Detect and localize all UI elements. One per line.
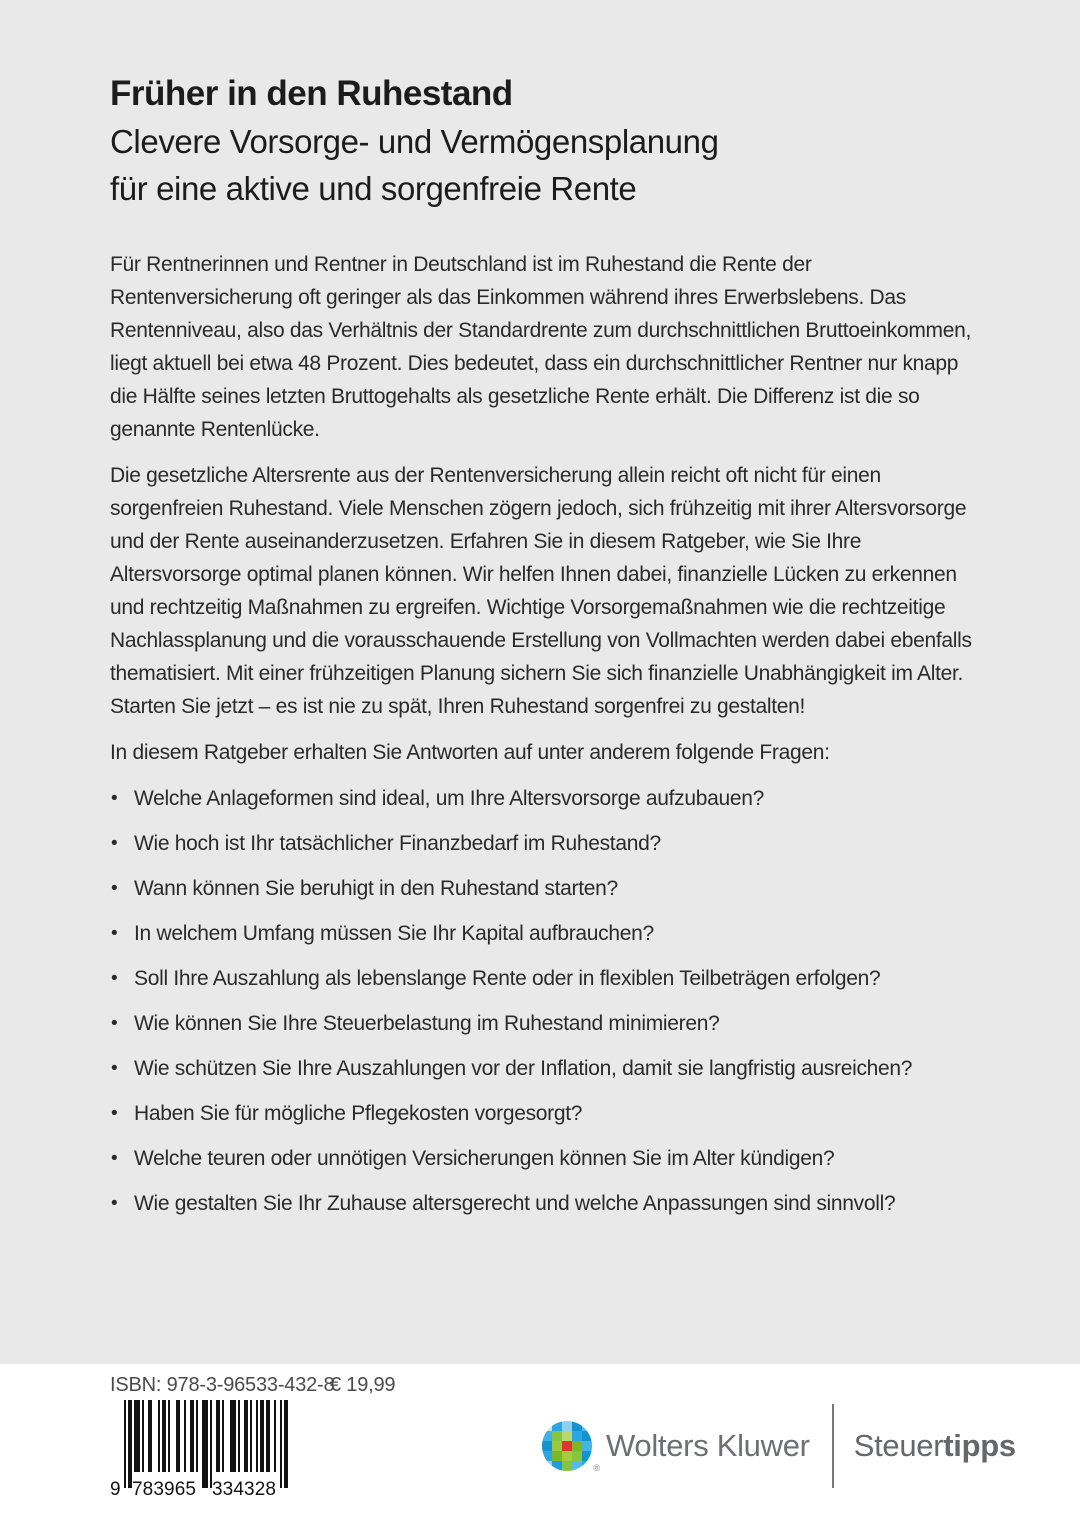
isbn-text: ISBN: 978-3-96533-432-8 [110,1374,335,1396]
list-item: • In welchem Umfang müssen Sie Ihr Kapital aufbrauchen? [110,917,978,950]
globe-mosaic [542,1421,592,1471]
logo-divider [832,1404,834,1488]
price-text: € 19,99 [330,1374,396,1396]
list-item: • Wie gestalten Sie Ihr Zuhause altersgerecht und welche Anpassungen sind sinnvoll? [110,1187,978,1220]
brand-regular-part: Steuer [853,1428,944,1463]
list-item: • Soll Ihre Auszahlung als lebenslange Rente oder in flexiblen Teilbeträgen erfolgen? [110,962,978,995]
list-item: • Wie hoch ist Ihr tatsächlicher Finanzbedarf im Ruhestand? [110,827,978,860]
publisher-logos [542,1400,1016,1492]
footer-band [0,1364,1080,1532]
subtitle-line-2: für eine aktive und sorgenfreie Rente [110,170,637,207]
list-item: • Wann können Sie beruhigt in den Ruhestand starten? [110,872,978,905]
questions-list [110,782,978,1220]
blurb [110,248,978,769]
blurb-paragraph-2: Die gesetzliche Altersrente aus der Rentenversicherung allein reicht oft nicht für einen sorgenfreien Ruhestand. Viele Menschen zögern jedoch, sich frühzeitig mit ihrer Altersvorsorge und der Rente auseinanderzusetzen. Erfahren Sie in diesem Ratgeber, wie Sie Ihre Altersvorsorge optimal planen können. Wir helfen Ihnen dabei, finanzielle Lücken zu erkennen und rechtzeitig Maßnahmen zu ergreifen. Wichtige Vorsorgemaßnahmen wie die rechtzeitige Nachlassplanung und die vorausschauende Erstellung von Vollmachten werden dabei ebenfalls thematisiert. Mit einer frühzeitigen Planung sichern Sie sich finanzielle Unabhängigkeit im Alter. Starten Sie jetzt – es ist nie zu spät, Ihren Ruhestand sorgenfrei zu gestalten! [110,464,972,718]
barcode [108,1400,292,1498]
list-item: • Haben Sie für mögliche Pflegekosten vorgesorgt? [110,1097,978,1130]
svg-text:9: 9 [110,1479,121,1498]
book-title: Früher in den Ruhestand [110,74,513,113]
publisher-name: Wolters Kluwer [606,1428,810,1463]
wolters-kluwer-globe-icon [542,1421,600,1473]
brand-bold-part: tipps [943,1428,1016,1463]
list-item: • Welche Anlageformen sind ideal, um Ihre Altersvorsorge aufzubauen? [110,782,978,815]
registered-trademark-icon: ® [593,1463,600,1473]
svg-text:334328: 334328 [212,1479,276,1498]
svg-text:783965: 783965 [132,1479,196,1498]
subtitle-line-1: Clevere Vorsorge- und Vermögensplanung [110,123,719,160]
book-subtitle [110,118,978,212]
list-item: • Wie können Sie Ihre Steuerbelastung im Ruhestand minimieren? [110,1007,978,1040]
brand-logo [854,1428,1016,1464]
blurb-paragraph-1: Für Rentnerinnen und Rentner in Deutschland ist im Ruhestand die Rente der Rentenversicherung oft geringer als das Einkommen während ihres Erwerbslebens. Das Rentenniveau, also das Verhältnis der Standardrente zum durchschnittlichen Bruttoeinkommen, liegt aktuell bei etwa 48 Prozent. Dies bedeutet, dass ein durchschnittlicher Rentner nur knapp die Hälfte seines letzten Bruttogehalts als gesetzliche Rente erhält. Die Differenz ist die so genannte Rentenlücke. [110,253,972,441]
list-item: • Welche teuren oder unnötigen Versicherungen können Sie im Alter kündigen? [110,1142,978,1175]
questions-intro: In diesem Ratgeber erhalten Sie Antworten auf unter anderem folgende Fragen: [110,741,830,764]
cover-text-block [110,72,978,1232]
list-item: • Wie schützen Sie Ihre Auszahlungen vor der Inflation, damit sie langfristig ausreichen? [110,1052,978,1085]
